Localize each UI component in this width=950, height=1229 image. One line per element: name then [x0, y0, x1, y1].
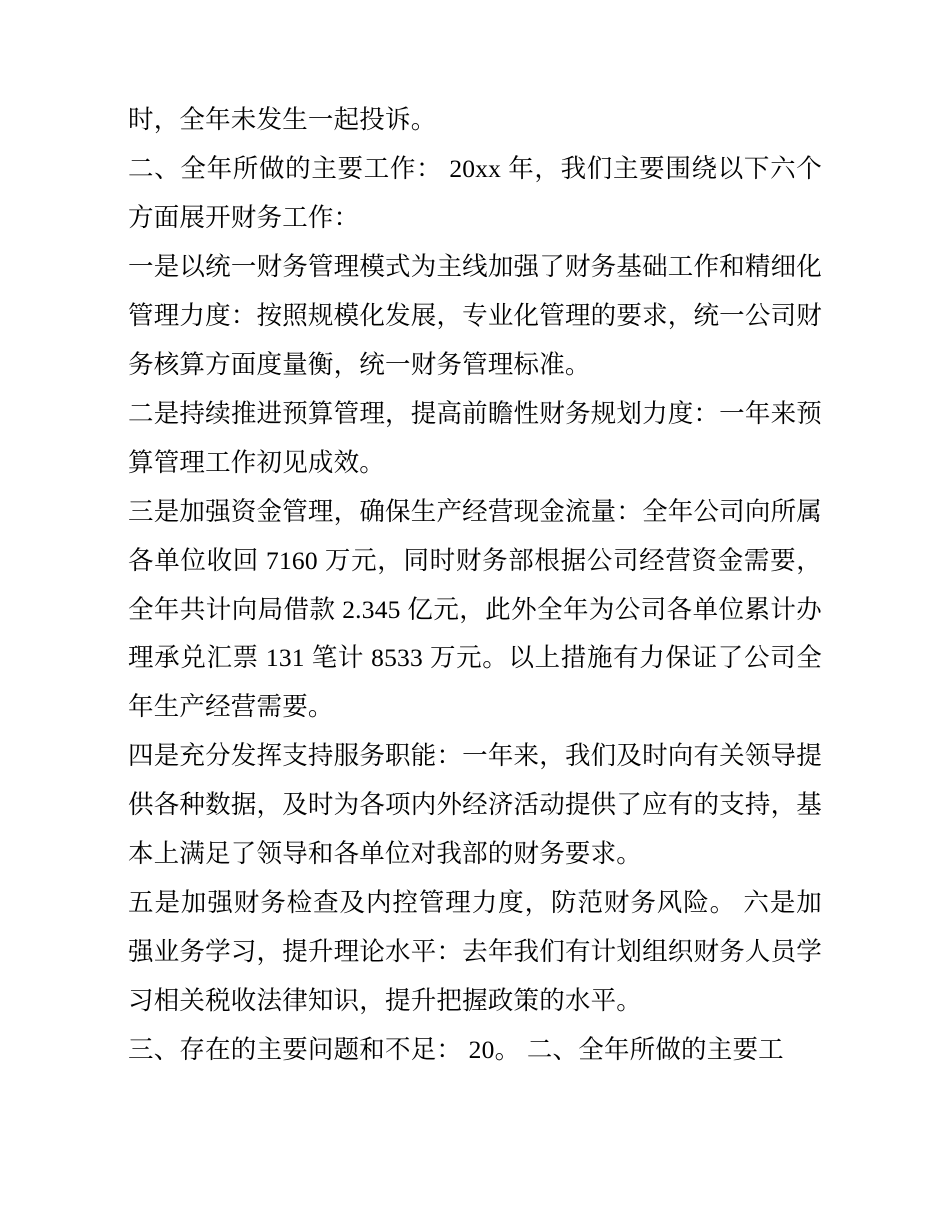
- paragraph: 五是加强财务检查及内控管理力度，防范财务风险。 六是加强业务学习，提升理论水平：去年我们有计划组织财务人员学习相关税收法律知识，提升把握政策的水平。: [128, 888, 822, 1016]
- document-body: [128, 96, 822, 1075]
- paragraph: 四是充分发挥支持服务职能：一年来，我们及时向有关领导提供各种数据，及时为各项内外经济活动提供了应有的支持，基本上满足了领导和各单位对我部的财务要求。: [128, 741, 822, 869]
- paragraph: 一是以统一财务管理模式为主线加强了财务基础工作和精细化管理力度：按照规模化发展，专业化管理的要求，统一公司财务核算方面度量衡，统一财务管理标准。: [128, 251, 822, 379]
- paragraph: 三、存在的主要问题和不足： 20。 二、全年所做的主要工: [128, 1035, 784, 1065]
- paragraph: 二是持续推进预算管理，提高前瞻性财务规划力度：一年来预算管理工作初见成效。: [128, 398, 822, 477]
- paragraph: 二、全年所做的主要工作： 20xx 年，我们主要围绕以下六个方面展开财务工作：: [128, 153, 822, 232]
- paragraph: 三是加强资金管理，确保生产经营现金流量：全年公司向所属各单位收回 7160 万元，同时财务部根据公司经营资金需要，全年共计向局借款 2.345 亿元，此外全年为公司各单位累计办理承兑汇票 131 笔计 8533 万元。以上措施有力保证了公司全年生产经营需要。: [128, 496, 822, 722]
- paragraph: 时，全年未发生一起投诉。: [128, 105, 437, 134]
